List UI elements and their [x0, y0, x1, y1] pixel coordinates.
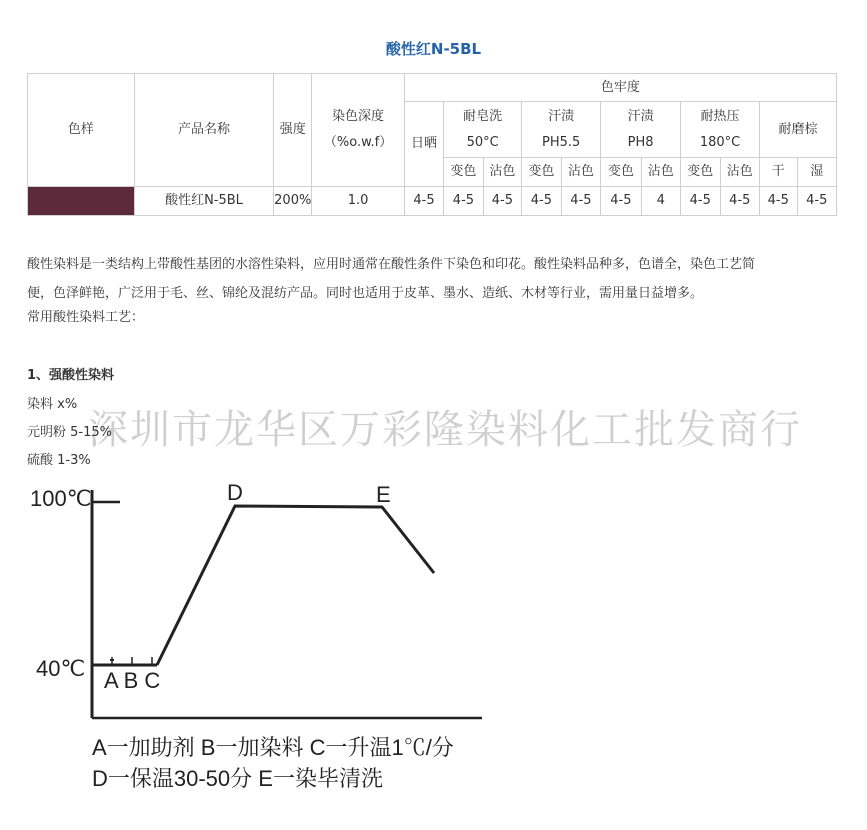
header-soaping: [444, 102, 522, 158]
sub-dry: 干: [760, 158, 797, 187]
process-intro: 常用酸性染料工艺：: [27, 310, 145, 325]
header-sweat-alkaline: [601, 102, 681, 158]
temperature-curve: [157, 506, 434, 665]
recipe-item-salt: 元明粉 5-15%: [27, 425, 112, 440]
page-title: 酸性红N-5BL: [385, 40, 482, 58]
points-abc-label: A B C: [104, 668, 161, 693]
header-product-name: 产品名称: [134, 74, 273, 187]
cell-sunlight: 4-5: [404, 187, 443, 216]
header-heat-press-label: 耐热压: [700, 108, 740, 124]
label-40c: 40℃: [36, 656, 86, 681]
description-line-2: 便，色泽鲜艳，广泛用于毛、丝、锦纶及混纺产品。同时也适用于皮革、墨水、造纸、木材等行业，需用量日益增多。: [27, 286, 704, 301]
header-depth-unit: （%o.w.f）: [323, 135, 393, 150]
legend-line-2: D一保温30-50分 E一染毕清洗: [92, 766, 383, 791]
sub-wet: 湿: [797, 158, 837, 187]
cell-soap-change: 4-5: [444, 187, 483, 216]
sub-stain: 沾色: [641, 158, 680, 187]
sub-change: 变色: [522, 158, 562, 187]
watermark: 深圳市龙华区万彩隆染料化工批发商行: [88, 407, 802, 453]
header-sweat-acid-ph: PH5.5: [542, 134, 581, 150]
cell-sweat-alkaline-change: 4-5: [601, 187, 641, 216]
point-d-label: D: [227, 480, 243, 505]
header-sweat-acid-label: 汗渍: [548, 108, 575, 124]
sub-change: 变色: [444, 158, 483, 187]
header-heat-press-temp: 180°C: [699, 134, 741, 150]
dyeing-process-graph: [20, 470, 520, 810]
cell-sweat-acid-change: 4-5: [522, 187, 562, 216]
header-heat-press: [680, 102, 759, 158]
color-swatch-cell: [28, 187, 135, 216]
cell-depth: 1.0: [312, 187, 404, 216]
header-sweat-alkaline-label: 汗渍: [627, 108, 654, 124]
header-strength: 强度: [274, 74, 312, 187]
header-sweat-acid: [522, 102, 601, 158]
sub-stain: 沾色: [561, 158, 601, 187]
cell-product: 酸性红N-5BL: [134, 187, 273, 216]
section-title: 1、强酸性染料: [27, 368, 115, 383]
cell-rub-wet: 4-5: [797, 187, 837, 216]
label-100c: 100℃: [30, 486, 92, 511]
header-depth-label: 染色深度: [332, 109, 385, 124]
recipe-item-dye: 染料 x%: [27, 397, 78, 412]
header-sunlight: 日晒: [404, 102, 443, 187]
cell-heat-stain: 4-5: [720, 187, 760, 216]
sub-stain: 沾色: [720, 158, 760, 187]
sub-change: 变色: [601, 158, 641, 187]
header-color-sample: 色样: [28, 74, 135, 187]
sub-stain: 沾色: [483, 158, 521, 187]
description: [27, 250, 827, 308]
header-depth: [312, 74, 404, 187]
table-row: [28, 187, 837, 216]
description-line-1: 酸性染料是一类结构上带酸性基团的水溶性染料，应用时通常在酸性条件下染色和印花。酸性染料品种多，色谱全，染色工艺简: [27, 257, 756, 272]
header-soaping-label: 耐皂洗: [463, 108, 503, 124]
cell-sweat-alkaline-stain: 4: [641, 187, 680, 216]
cell-soap-stain: 4-5: [483, 187, 521, 216]
cell-sweat-acid-stain: 4-5: [561, 187, 601, 216]
point-e-label: E: [376, 482, 391, 507]
header-fastness: 色牢度: [404, 74, 836, 102]
header-sweat-alkaline-ph: PH8: [627, 134, 654, 150]
cell-strength: 200%: [274, 187, 312, 216]
color-swatch: [28, 187, 134, 215]
header-rubbing: 耐磨棕: [760, 102, 837, 158]
spec-table: [27, 73, 837, 216]
recipe-item-acid: 硫酸 1-3%: [27, 453, 91, 468]
header-soaping-temp: 50°C: [466, 134, 499, 150]
cell-heat-change: 4-5: [680, 187, 720, 216]
legend-line-1: A一加助剂 B一加染料 C一升温1℃/分: [92, 735, 454, 760]
cell-rub-dry: 4-5: [760, 187, 797, 216]
sub-change: 变色: [680, 158, 720, 187]
